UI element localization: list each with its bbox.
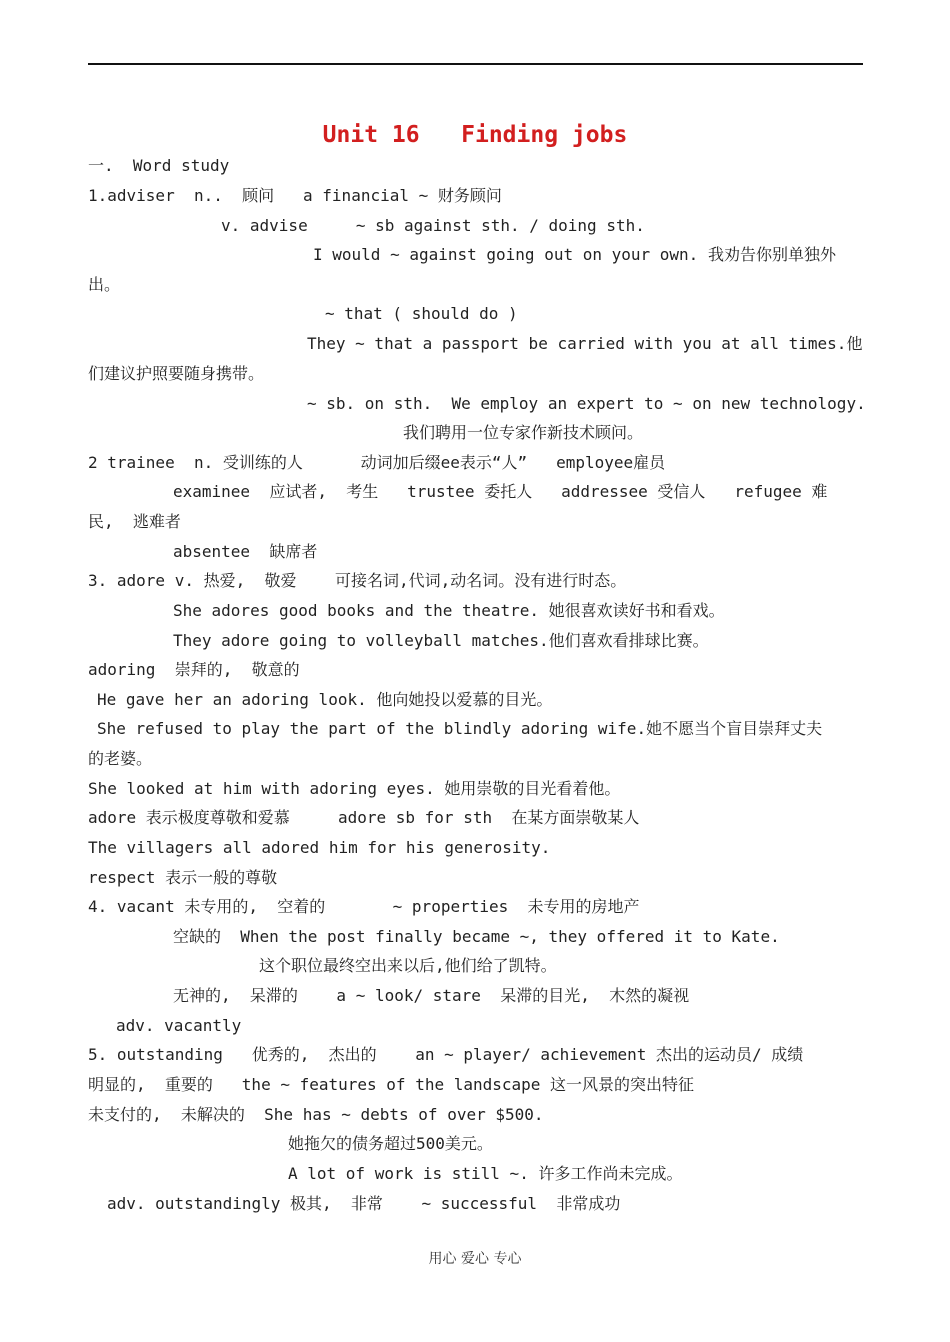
- entry-line: respect 表示一般的尊敬: [88, 868, 278, 887]
- entry-line: 未支付的, 未解决的 She has ~ debts of over $500.: [88, 1105, 544, 1124]
- entry-line: She adores good books and the theatre. 她很喜欢读好书和看戏。: [173, 601, 725, 620]
- entry-line: v. advise ~ sb against sth. / doing sth.: [221, 216, 645, 235]
- section-heading: 一. Word study: [88, 156, 230, 175]
- entry-line: 们建议护照要随身携带。: [88, 364, 265, 383]
- entry-line: 5. outstanding 优秀的, 杰出的 an ~ player/ achievement 杰出的运动员/ 成绩: [88, 1045, 804, 1064]
- entry-line: They ~ that a passport be carried with you at all times.他: [307, 334, 863, 353]
- entry-line: adoring 崇拜的, 敬意的: [88, 660, 300, 679]
- entry-line: They adore going to volleyball matches.他们喜欢看排球比赛。: [173, 631, 709, 650]
- entry-line: A lot of work is still ~. 许多工作尚未完成。: [288, 1164, 683, 1183]
- entry-line: 1.adviser n.. 顾问 a financial ~ 财务顾问: [88, 186, 502, 205]
- entry-line: 这个职位最终空出来以后,他们给了凯特。: [259, 956, 557, 975]
- entry-line: 4. vacant 未专用的, 空着的 ~ properties 未专用的房地产: [88, 897, 640, 916]
- entry-line: 无神的, 呆滞的 a ~ look/ stare 呆滞的目光, 木然的凝视: [173, 986, 690, 1005]
- entry-line: I would ~ against going out on your own. 我劝告你别单独外: [313, 245, 836, 264]
- entry-line: He gave her an adoring look. 他向她投以爱慕的目光。: [97, 690, 553, 709]
- header-rule: [88, 63, 863, 65]
- entry-line: examinee 应试者, 考生 trustee 委托人 addressee 受信人 refugee 难: [173, 482, 828, 501]
- entry-line: adv. vacantly: [116, 1016, 242, 1035]
- entry-line: She looked at him with adoring eyes. 她用崇敬的目光看着他。: [88, 779, 621, 798]
- entry-line: absentee 缺席者: [173, 542, 318, 561]
- entry-line: The villagers all adored him for his generosity.: [88, 838, 551, 857]
- entry-line: She refused to play the part of the blindly adoring wife.她不愿当个盲目崇拜丈夫: [97, 719, 823, 738]
- entry-line: ~ that ( should do ): [325, 304, 518, 323]
- entry-line: ~ sb. on sth. We employ an expert to ~ on new technology.: [307, 394, 866, 413]
- entry-line: 的老婆。: [88, 749, 153, 768]
- page-title: Unit 16 Finding jobs: [322, 122, 628, 148]
- entry-line: adore 表示极度尊敬和爱慕 adore sb for sth 在某方面崇敬某人: [88, 808, 640, 827]
- entry-line: 我们聘用一位专家作新技术顾问。: [403, 423, 644, 442]
- entry-line: 2 trainee n. 受训练的人 动词加后缀ee表示“人” employee雇员: [88, 453, 666, 472]
- entry-line: 3. adore v. 热爱, 敬爱 可接名词,代词,动名词。没有进行时态。: [88, 571, 627, 590]
- entry-line: adv. outstandingly 极其, 非常 ~ successful 非常成功: [107, 1194, 621, 1213]
- entry-line: 明显的, 重要的 the ~ features of the landscape 这一风景的突出特征: [88, 1075, 695, 1094]
- entry-line: 她拖欠的债务超过500美元。: [288, 1134, 493, 1153]
- page-footer: 用心 爱心 专心: [428, 1251, 522, 1267]
- entry-line: 空缺的 When the post finally became ~, they offered it to Kate.: [173, 927, 780, 946]
- entry-line: 出。: [88, 275, 121, 294]
- entry-line: 民, 逃难者: [88, 512, 181, 531]
